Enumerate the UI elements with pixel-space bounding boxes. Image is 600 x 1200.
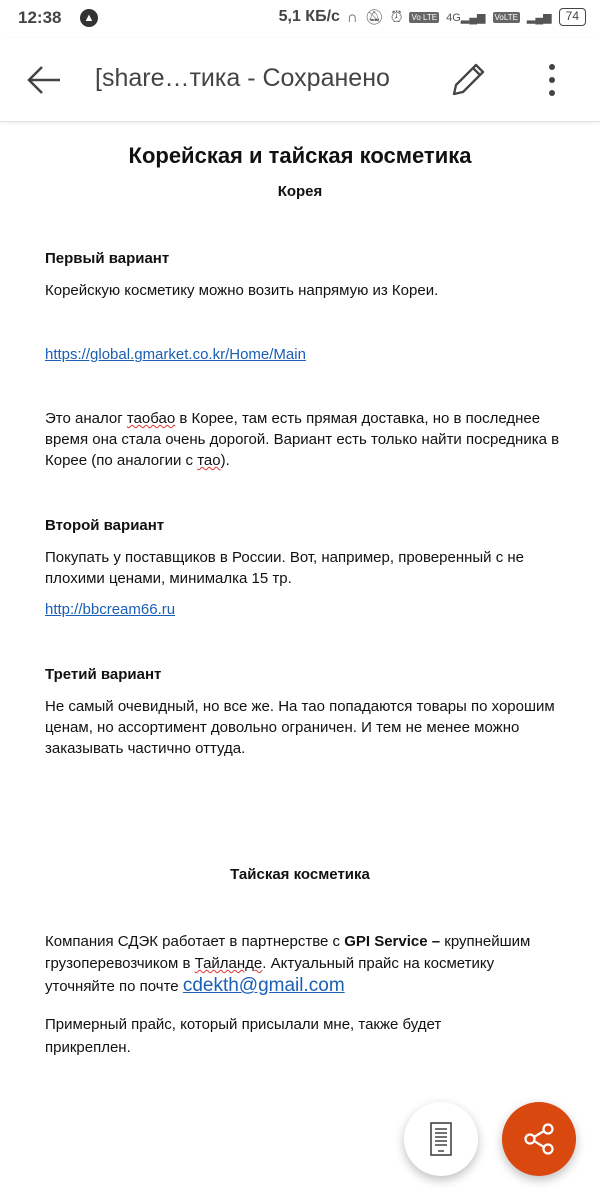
paragraph: Корейскую косметику можно возить напрямую из Кореи. (45, 282, 439, 299)
bbcream-link[interactable]: http://bbcream66.ru (45, 601, 176, 618)
text: ). (220, 452, 230, 469)
back-arrow-icon[interactable] (24, 60, 64, 100)
paragraph (45, 408, 560, 471)
volte-icon: Vo LTE (411, 12, 438, 22)
text-bold: GPI Service – (344, 933, 441, 950)
text: Это аналог (45, 410, 127, 427)
headphones-icon: ∩ (346, 8, 358, 26)
paragraph (45, 931, 565, 998)
paragraph: Покупать у поставщиков в России. Вот, например, проверенный с не плохими ценами, минималка 15 тр. (45, 549, 525, 587)
section-thai: Тайская косметика (230, 866, 370, 883)
heading-variant-1: Первый вариант (45, 250, 170, 267)
edit-pencil-icon[interactable] (448, 60, 488, 100)
app-bar (0, 38, 600, 122)
text: . Актуальный прайс на косметику уточняйте по почте (45, 955, 495, 995)
signal-icon: 4G▂▄▆ (446, 11, 486, 24)
text-misspelled: тао (197, 452, 221, 469)
mute-bell-icon: 🔕︎ (364, 9, 384, 26)
paragraph-link (45, 599, 565, 620)
battery-icon: 74 (559, 8, 586, 26)
app-notification-icon: ▲ (80, 9, 98, 27)
network-type: 4G (446, 11, 461, 24)
paragraph-link (45, 344, 565, 365)
signal-icon-2: ▂▄▆ (526, 11, 552, 24)
mobile-view-icon (430, 1122, 452, 1156)
text-misspelled: таобао (126, 410, 176, 427)
heading-variant-2: Второй вариант (45, 517, 165, 534)
share-icon (521, 1121, 557, 1157)
alarm-icon: ⏰︎ (390, 8, 403, 26)
text: крупнейшим грузоперевозчиком в (45, 933, 531, 972)
gmarket-link[interactable]: https://global.gmarket.co.kr/Home/Main (45, 346, 306, 363)
volte-icon-2: VoLTE (494, 12, 518, 22)
paragraph: Примерный прайс, который присылали мне, также будет прикреплен. (45, 1016, 442, 1056)
heading-variant-3: Третий вариант (45, 666, 162, 683)
share-button[interactable] (502, 1102, 576, 1176)
email-link[interactable]: cdekth@gmail.com (182, 975, 345, 996)
clock: 12:38 (18, 8, 62, 27)
document-title: [share…тика - Сохранено (95, 64, 390, 92)
text: в Корее, там есть прямая доставка, но в последнее время она стала очень дорогой. Вариант есть только найти посредника в Корее (по аналогии с (45, 410, 560, 469)
text: Компания СДЭК работает в партнерстве с (45, 933, 345, 950)
section-korea: Корея (277, 183, 323, 200)
paragraph: Не самый очевидный, но все же. На тао попадаются товары по хорошим ценам, но ассортимент довольно ограничен. И тем не менее можно заказывать частично оттуда. (45, 698, 555, 757)
status-bar (0, 0, 600, 38)
reading-view-button[interactable] (404, 1102, 478, 1176)
text-misspelled: Тайланде (194, 955, 263, 972)
network-speed: 5,1 КБ/с (278, 8, 340, 25)
more-options-icon[interactable] (540, 60, 564, 100)
doc-title: Корейская и тайская косметика (128, 143, 472, 168)
